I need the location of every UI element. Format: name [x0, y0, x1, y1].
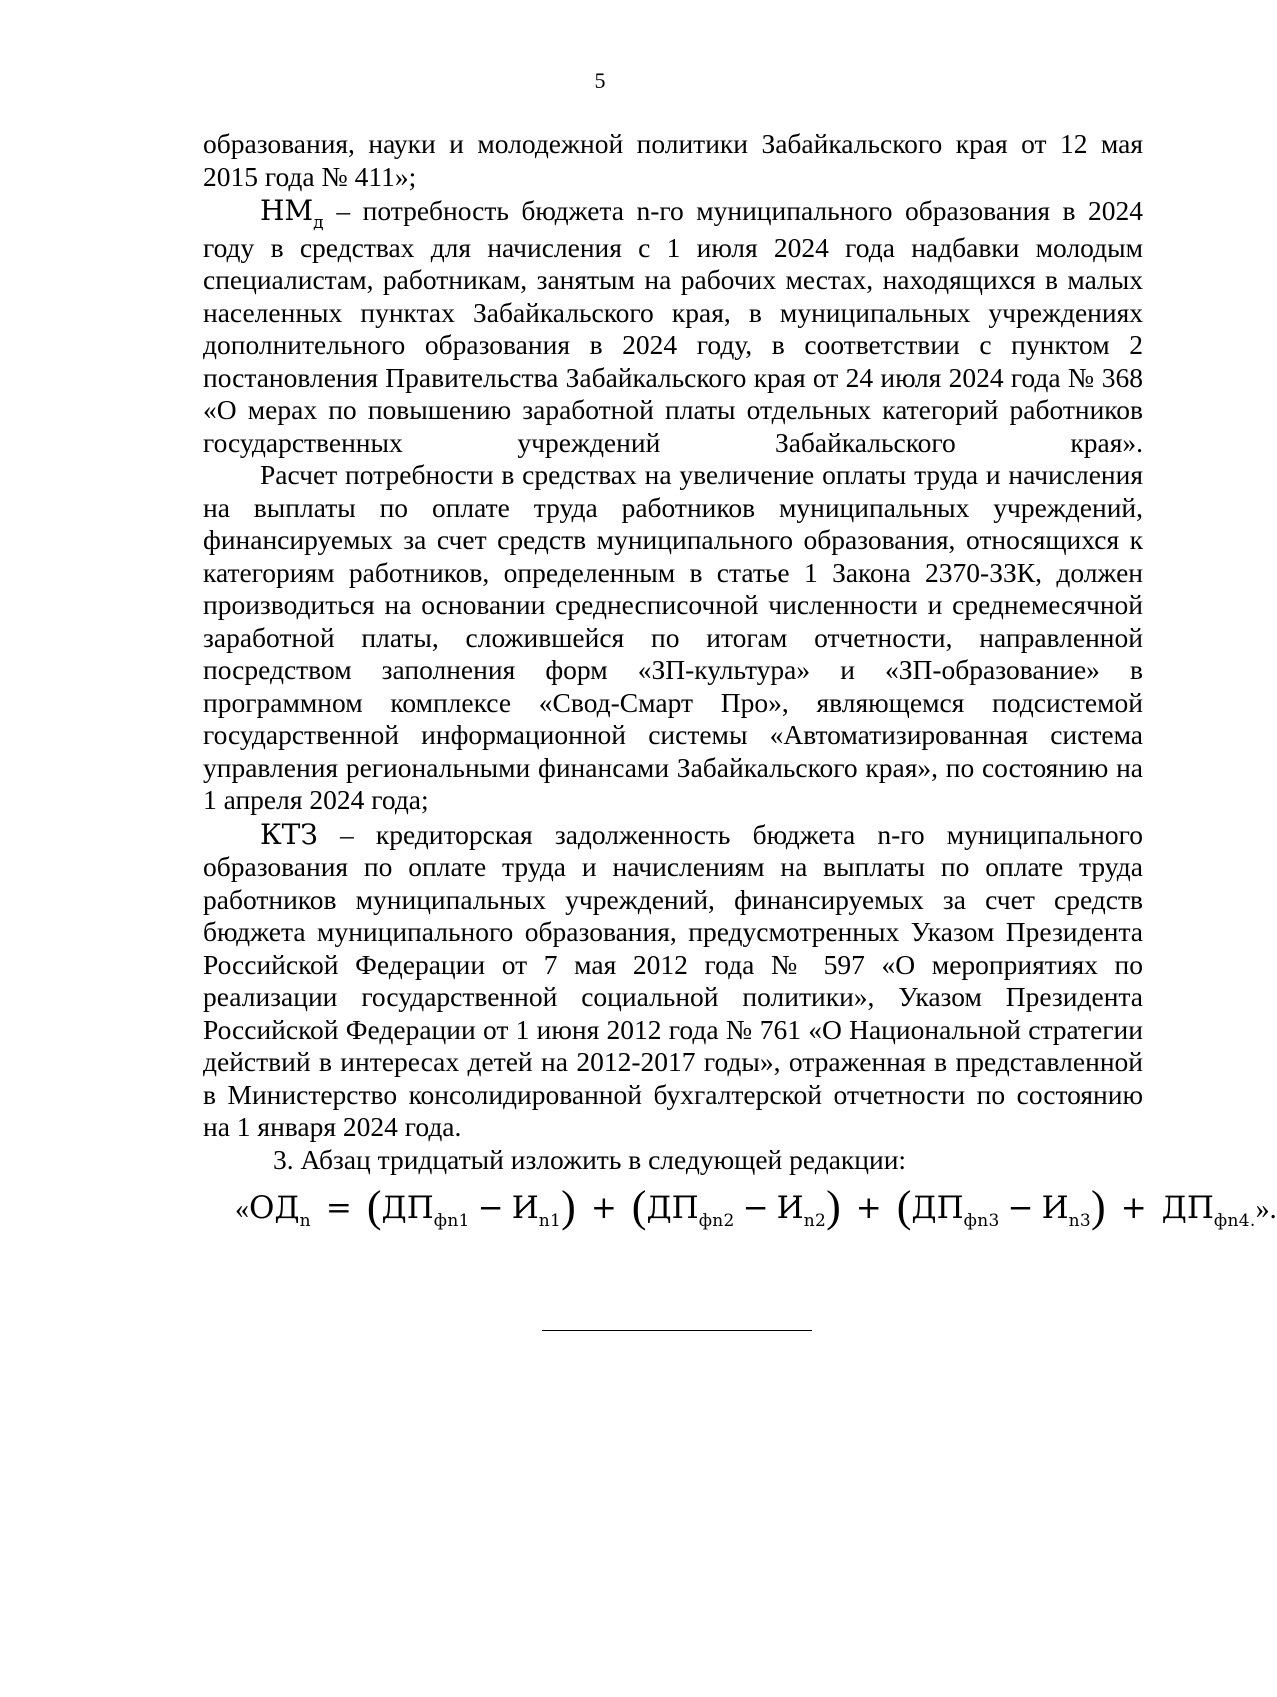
paragraph-ktz-definition — [203, 819, 1143, 1144]
page-number: 5 — [594, 68, 606, 93]
formula-term-dp-1: $ДП_{фn1}$ — [381, 1190, 470, 1231]
formula-minus: − — [477, 1190, 504, 1226]
formula-plus: + — [590, 1190, 617, 1226]
formula-minus: − — [1007, 1190, 1034, 1226]
formula-minus: − — [742, 1190, 769, 1226]
formula-term-i-3: $И_{n3}$ — [1041, 1190, 1092, 1231]
paragraph-calculation: Расчет потребности в средствах на увеличение оплаты труда и начисления на выплаты по оплате труда работников муниципальных учреждений, финансируемых за счет средств муниципального образования, относящихся к категориям работников, определенным в статье 1 Закона 2370-ЗЗК, должен производиться на основании среднесписочной численности и среднемесячной заработной платы, сложившейся по итогам отчетности, направленной посредством заполнения форм «ЗП-культура» и «ЗП-образование» в программном комплексе «Свод-Смарт Про», являющемся подсистемой государственной информационной системы «Автоматизированная система управления региональными финансами Забайкальского края», по состоянию на 1 апреля 2024 года; — [203, 459, 1143, 815]
formula-lparen: ( — [366, 1182, 382, 1231]
end-divider-line — [542, 1330, 812, 1331]
formula-term-i-2: $И_{n2}$ — [776, 1190, 827, 1231]
paragraph-1: образования, науки и молодежной политики Забайкальского края от 12 мая 2015 года № 411»; — [203, 128, 1143, 192]
formula-lhs: $ОД_n$ — [249, 1190, 311, 1231]
document-body — [203, 128, 1143, 1176]
term-nm: $НМ_д$ — [260, 194, 324, 233]
formula-term-dp-4: $ДП_{фn4.}$ — [1161, 1190, 1256, 1231]
formula-plus: + — [855, 1190, 882, 1226]
formula-rparen: ) — [826, 1182, 841, 1231]
formula-rparen: ) — [561, 1182, 576, 1231]
paragraph-amendment: 3. Абзац тридцатый изложить в следующей редакции: — [273, 1143, 907, 1175]
formula-lparen: ( — [896, 1182, 912, 1231]
formula-term-i-1: $И_{n1}$ — [511, 1190, 562, 1231]
formula-rparen: ) — [1091, 1182, 1106, 1231]
formula-equals: = — [325, 1190, 352, 1226]
formula-term-dp-2: $ДП_{фn2}$ — [646, 1190, 735, 1231]
formula-close-quote: ». — [1255, 1194, 1277, 1225]
formula-od — [235, 1182, 1277, 1233]
term-ktz: КТЗ — [260, 817, 318, 851]
paragraph-nm-definition — [203, 195, 1143, 459]
formula-open-quote: « — [235, 1194, 249, 1225]
formula-term-dp-3: $ДП_{фn3}$ — [911, 1190, 1000, 1231]
nm-definition-text: – потребность бюджета n-го муниципального образования в 2024 году в средствах для начисления с 1 июля 2024 года надбавки молодым специалистам, работникам, занятым на рабочих местах, находящихся в малых населенных пунктах Забайкальского края, в муниципальных учреждениях дополнительного образования в 2024 году, в соответствии с пунктом 2 постановления Правительства Забайкальского края от 24 июля 2024 года № 368 «О мерах по повышению заработной платы отдельных категорий работников государственных учреждений Забайкальского края». — [203, 195, 1143, 458]
formula-lparen: ( — [631, 1182, 647, 1231]
formula-plus: + — [1120, 1190, 1147, 1226]
ktz-definition-text: – кредиторская задолженность бюджета n-го муниципального образования по оплате труда и начислениям на выплаты по оплате труда работников муниципальных учреждений, финансируемых за счет средств бюджета муниципального образования, предусмотренных Указом Президента Российской Федерации от 7 мая 2012 года № 597 «О мероприятиях по реализации государственной социальной политики», Указом Президента Российской Федерации от 1 июня 2012 года № 761 «О Национальной стратегии действий в интересах детей на 2012-2017 годы», отраженная в представленной в Министерство консолидированной бухгалтерской отчетности по состоянию на 1 января 2024 года. — [203, 818, 1143, 1142]
